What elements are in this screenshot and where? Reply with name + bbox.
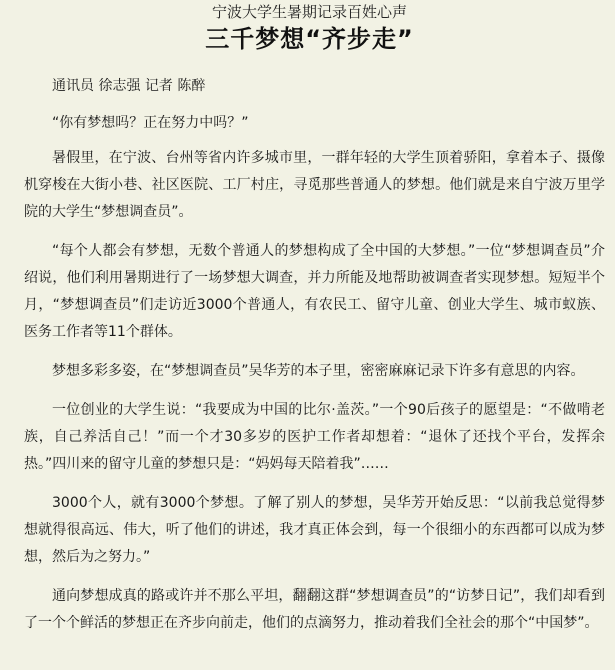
article-paragraph: “每个人都会有梦想，无数个普通人的梦想构成了全中国的大梦想。”一位“梦想调查员”介绍说，他们利用暑期进行了一场梦想大调查，并力所能及地帮助被调查者实现梦想。短短半个月，“梦想调查员”们走访近3000个普通人，有农民工、留守儿童、创业大学生、城市蚁族、医务工作者等11个群体。: [24, 243, 605, 340]
article-kicker: 宁波大学生暑期记录百姓心声: [211, 3, 407, 21]
article-paragraph: “你有梦想吗？正在努力中吗？”: [52, 115, 249, 131]
article-byline: 通讯员 徐志强 记者 陈醉: [52, 78, 206, 94]
article-headline: 三千梦想“齐步走”: [205, 25, 414, 53]
article-paragraph: 一位创业的大学生说：“我要成为中国的比尔·盖茨。”一个90后孩子的愿望是：“不做啃老族，自己养活自己！”而一个才30多岁的医护工作者却想着：“退休了还找个平台，发挥余热。”四川来的留守儿童的梦想只是：“妈妈每天陪着我”……: [24, 402, 605, 472]
article-paragraph: 暑假里，在宁波、台州等省内许多城市里，一群年轻的大学生顶着骄阳，拿着本子、摄像机穿梭在大街小巷、社区医院、工厂村庄，寻觅那些普通人的梦想。他们就是来自宁波万里学院的大学生“梦想调查员”。: [24, 150, 605, 220]
article-paragraph: 通向梦想成真的路或许并不那么平坦，翻翻这群“梦想调查员”的“访梦日记”，我们却看到了一个个鲜活的梦想正在齐步向前走，他们的点滴努力，推动着我们全社会的那个“中国梦”。: [24, 588, 605, 631]
article-paragraph: 梦想多彩多姿，在“梦想调查员”吴华芳的本子里，密密麻麻记录下许多有意思的内容。: [52, 363, 585, 379]
article-paragraph: 3000个人，就有3000个梦想。了解了别人的梦想，吴华芳开始反思：“以前我总觉得梦想就得很高远、伟大，听了他们的讲述，我才真正体会到，每一个很细小的东西都可以成为梦想，然后为之努力。”: [24, 495, 605, 565]
